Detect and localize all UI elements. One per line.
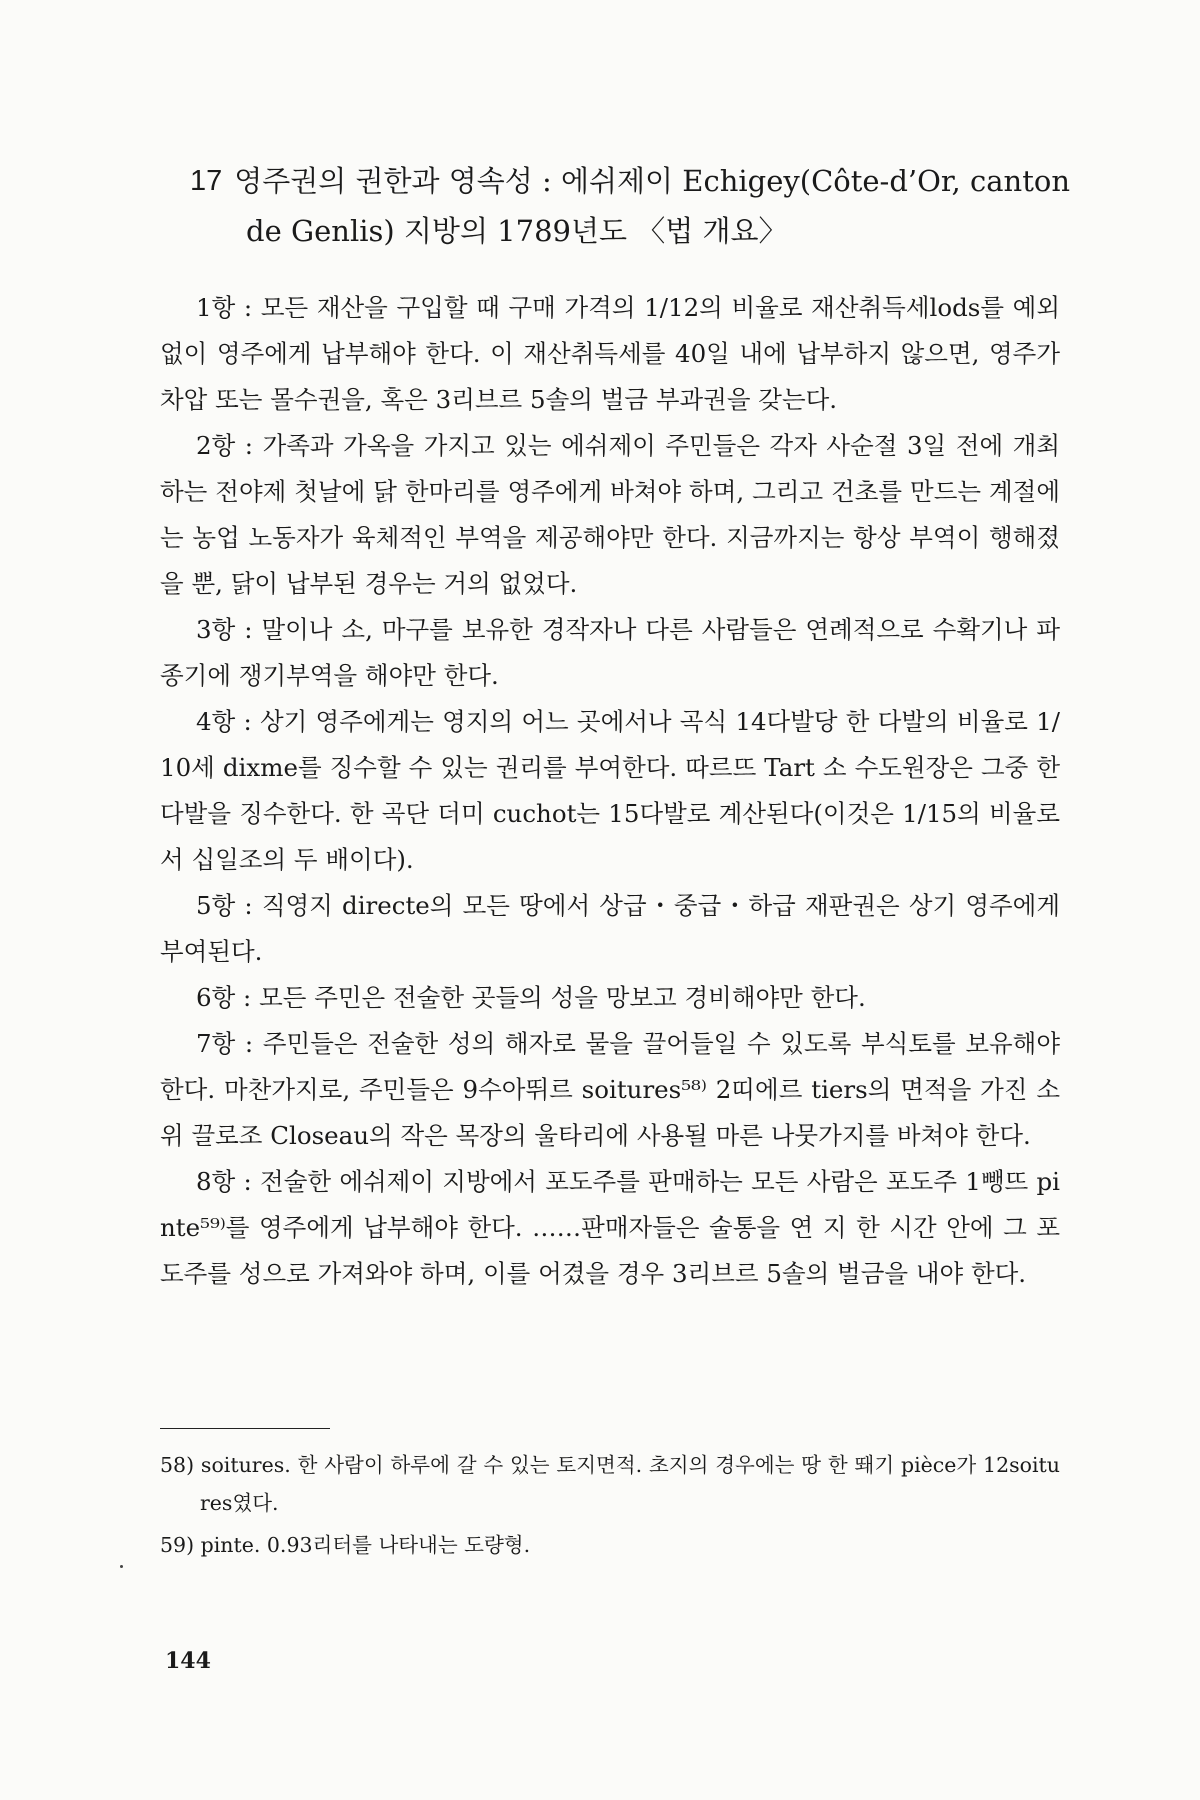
footnote-59: 59) pinte. 0.93리터를 나타내는 도량형.	[160, 1533, 531, 1557]
footnote-58: 58) soitures. 한 사람이 하루에 갈 수 있는 토지면적. 초지의 경우에는 땅 한 뙈기 pièce가 12soitures였다.	[160, 1453, 1060, 1515]
title-line-1	[190, 156, 1070, 206]
clause-2: 2항 : 가족과 가옥을 가지고 있는 에쉬제이 주민들은 각자 사순절 3일 전에 개최하는 전야제 첫날에 닭 한마리를 영주에게 바쳐야 하며, 그리고 건초를 만드는 계절에는 농업 노동자가 육체적인 부역을 제공해야만 한다. 지금까지는 항상 부역이 행해졌을 뿐, 닭이 납부된 경우는 거의 없었다.	[160, 431, 1060, 598]
title-text-line-1: 영주권의 권한과 영속성 : 에쉬제이 Echigey(Côte-d’Or, canton	[234, 164, 1070, 198]
section-title	[190, 156, 1070, 256]
body-text	[160, 285, 1060, 1297]
clause-4: 4항 : 상기 영주에게는 영지의 어느 곳에서나 곡식 14다발당 한 다발의 비율로 1/10세 dixme를 징수할 수 있는 권리를 부여한다. 따르뜨 Tart 소 수도원장은 그중 한 다발을 징수한다. 한 곡단 더미 cuchot는 15다발로 계산된다(이것은 1/15의 비율로서 십일조의 두 배이다).	[160, 707, 1060, 874]
title-text-line-2: de Genlis) 지방의 1789년도 〈법 개요〉	[246, 214, 788, 248]
footnotes	[160, 1446, 1060, 1568]
clause-8: 8항 : 전술한 에쉬제이 지방에서 포도주를 판매하는 모든 사람은 포도주 1뺑뜨 pinte⁵⁹⁾를 영주에게 납부해야 한다. ……판매자들은 술통을 연 지 한 시간 안에 그 포도주를 성으로 가져와야 하며, 이를 어겼을 경우 3리브르 5솔의 벌금을 내야 한다.	[160, 1167, 1060, 1288]
clause-3: 3항 : 말이나 소, 마구를 보유한 경작자나 다른 사람들은 연례적으로 수확기나 파종기에 쟁기부역을 해야만 한다.	[160, 615, 1060, 690]
margin-mark	[120, 1565, 123, 1568]
section-number: 17	[190, 165, 223, 197]
clause-5: 5항 : 직영지 directe의 모든 땅에서 상급・중급・하급 재판권은 상기 영주에게 부여된다.	[160, 891, 1060, 966]
page-number: 144	[165, 1648, 211, 1674]
clause-1: 1항 : 모든 재산을 구입할 때 구매 가격의 1/12의 비율로 재산취득세lods를 예외없이 영주에게 납부해야 한다. 이 재산취득세를 40일 내에 납부하지 않으면, 영주가 차압 또는 몰수권을, 혹은 3리브르 5솔의 벌금 부과권을 갖는다.	[160, 293, 1060, 414]
footnote-separator	[160, 1428, 330, 1429]
clause-7: 7항 : 주민들은 전술한 성의 해자로 물을 끌어들일 수 있도록 부식토를 보유해야 한다. 마찬가지로, 주민들은 9수아뛰르 soitures⁵⁸⁾ 2띠에르 tiers의 면적을 가진 소위 끌로조 Closeau의 작은 목장의 울타리에 사용될 마른 나뭇가지를 바쳐야 한다.	[160, 1029, 1060, 1150]
clause-6: 6항 : 모든 주민은 전술한 곳들의 성을 망보고 경비해야만 한다.	[196, 983, 866, 1012]
